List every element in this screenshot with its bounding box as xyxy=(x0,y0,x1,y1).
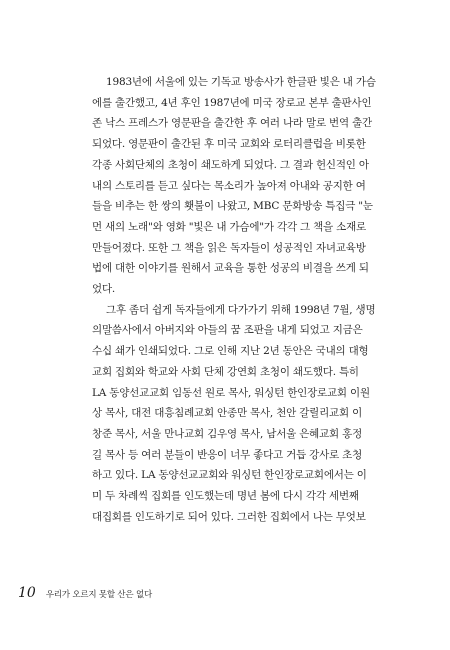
paragraph-1 xyxy=(92,72,380,300)
text-line: 수십 쇄가 인쇄되었다. 그로 인해 지난 2년 동안은 국내의 대형 xyxy=(92,345,369,358)
text-line: 상 목사, 대전 대흥침례교회 안종만 목사, 천안 갈릴리교회 이 xyxy=(92,407,363,420)
page-footer xyxy=(18,585,152,601)
text-line: 대집회를 인도하기로 되어 있다. 그러한 집회에서 나는 무엇보 xyxy=(92,510,366,523)
text-line: 하고 있다. LA 동양선교교회와 워싱턴 한인장로교회에서는 이 xyxy=(92,469,367,482)
text-line: 교회 집회와 학교와 사회 단체 강연회 초청이 쇄도했다. 특히 xyxy=(92,365,359,378)
text-line: 그후 좀더 쉽게 독자들에게 다가가기 위해 1998년 7월, 생명 xyxy=(106,303,376,316)
text-line: 먼 새의 노래"와 영화 "빛은 내 가슴에"가 각각 그 책을 소재로 xyxy=(92,220,366,233)
text-line: 길 목사 등 여러 분들이 반응이 너무 좋다고 거듭 강사로 초청 xyxy=(92,448,363,461)
body-text xyxy=(92,72,380,527)
running-title: 우리가 오르지 못할 산은 없다 xyxy=(45,590,152,600)
text-line: 1983년에 서울에 있는 기독교 방송사가 한글판 빛은 내 가슴 xyxy=(106,76,376,88)
text-line: 되었다. 영문판이 출간된 후 미국 교회와 로터리클럽을 비롯한 xyxy=(92,138,366,151)
text-line: LA 동양선교교회 임동선 원로 목사, 워싱턴 한인장로교회 이원 xyxy=(92,386,370,399)
text-line: 각종 사회단체의 초청이 쇄도하게 되었다. 그 결과 헌신적인 아 xyxy=(92,158,369,171)
text-line: 었다. xyxy=(92,283,116,296)
text-line: 존 낙스 프레스가 영문판을 출간한 후 여러 나라 말로 번역 출간 xyxy=(92,117,372,130)
text-line: 만들어졌다. 또한 그 책을 읽은 독자들이 성공적인 자녀교육방 xyxy=(92,241,366,254)
page-number: 10 xyxy=(18,585,36,601)
text-line: 에를 출간했고, 4년 후인 1987년에 미국 장로교 본부 출판사인 xyxy=(92,96,372,109)
text-line: 들을 비추는 한 쌍의 횃불이 나왔고, MBC 문화방송 특집극 "눈 xyxy=(92,200,373,213)
text-line: 창준 목사, 서울 만나교회 김우영 목사, 남서울 은혜교회 홍정 xyxy=(92,427,363,440)
text-line: 내의 스토리를 듣고 싶다는 목소리가 높아져 아내와 공지한 여 xyxy=(92,179,366,192)
text-line: 미 두 차례씩 집회를 인도했는데 명년 봄에 다시 각각 세번째 xyxy=(92,490,359,503)
text-line: 법에 대한 이야기를 원해서 교육을 통한 성공의 비결을 쓰게 되 xyxy=(92,262,369,275)
text-line: 의말씀사에서 아버지와 아들의 꿈 조판을 내게 되었고 지금은 xyxy=(92,324,363,337)
paragraph-2 xyxy=(92,300,380,528)
